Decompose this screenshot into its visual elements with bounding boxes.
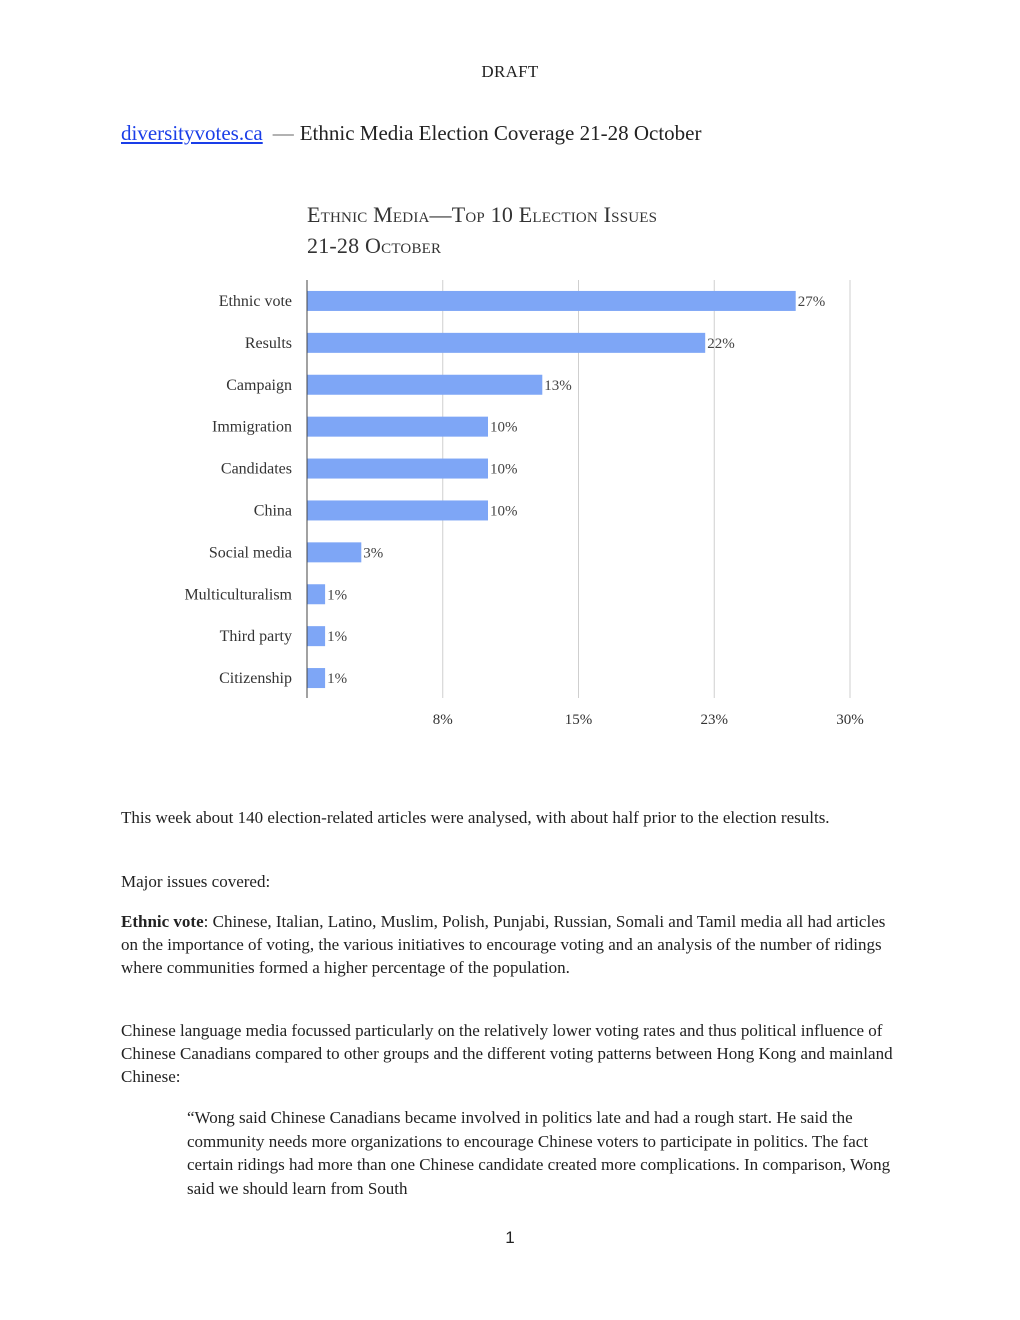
category-label: Social media <box>208 544 292 562</box>
category-label: Multiculturalism <box>184 586 292 604</box>
data-label: 10% <box>490 419 518 436</box>
paragraph-summary: This week about 140 election-related articles were analysed, with about half prior to the election results. <box>121 808 830 827</box>
x-tick-label: 8% <box>432 712 453 728</box>
data-label: 1% <box>327 587 348 604</box>
chart-title-line2: 21-28 October <box>307 233 442 258</box>
category-label: Campaign <box>226 376 292 394</box>
data-label: 10% <box>490 503 518 520</box>
category-label: Immigration <box>212 418 292 436</box>
bar <box>307 333 705 353</box>
bar <box>307 584 325 604</box>
ethnic-vote-label: Ethnic vote <box>121 912 204 931</box>
chart-title-line1: Ethnic Media—Top 10 Election Issues <box>307 202 658 227</box>
draft-label: DRAFT <box>481 62 539 81</box>
data-label: 10% <box>490 461 518 478</box>
category-label: Candidates <box>220 460 292 478</box>
category-label: Citizenship <box>219 670 292 688</box>
data-label: 22% <box>707 335 735 352</box>
headline-dash: — <box>272 121 294 145</box>
bar <box>307 626 325 646</box>
bar <box>307 459 488 479</box>
x-tick-label: 23% <box>700 712 728 728</box>
paragraph-chinese-media: Chinese language media focussed particularly on the relatively lower voting rates and thus political influence of Chinese Canadians compared to other groups and the different voting patterns between Hong Kong and mainland Chinese: <box>121 1021 893 1086</box>
category-label: Third party <box>219 628 292 646</box>
category-label: Ethnic vote <box>218 292 292 310</box>
bar <box>307 291 796 311</box>
category-label: Results <box>244 334 292 352</box>
category-label: China <box>253 502 292 520</box>
paragraph-major-issues: Major issues covered: <box>121 872 271 891</box>
block-quote: “Wong said Chinese Canadians became involved in politics late and had a rough start. He said the community needs more organizations to encourage Chinese voters to participate in politics. The fact certain ridings had more than one Chinese candidate created more complications. In comparison, Wong said we should learn from South <box>187 1108 891 1198</box>
x-tick-label: 15% <box>564 712 593 728</box>
bar <box>307 668 325 688</box>
diversityvotes-link[interactable]: diversityvotes.ca <box>121 121 263 145</box>
data-label: 3% <box>363 545 384 562</box>
x-tick-label: 30% <box>836 712 864 728</box>
data-label: 27% <box>797 293 826 310</box>
data-label: 1% <box>327 629 348 646</box>
paragraph-ethnic-vote <box>121 910 906 979</box>
bar <box>307 500 488 520</box>
data-label: 1% <box>327 671 348 688</box>
headline-title: Ethnic Media Election Coverage 21-28 October <box>299 121 702 145</box>
bar <box>307 542 361 562</box>
page-number: 1 <box>505 1228 515 1247</box>
bar <box>307 375 542 395</box>
bar <box>307 417 488 437</box>
ethnic-vote-text: : Chinese, Italian, Latino, Muslim, Polish, Punjabi, Russian, Somali and Tamil media all had articles on the importance of voting, the various initiatives to encourage voting and an analysis of the number of ridings where communities formed a higher percentage of the population. <box>121 912 886 977</box>
data-label: 13% <box>544 377 572 394</box>
